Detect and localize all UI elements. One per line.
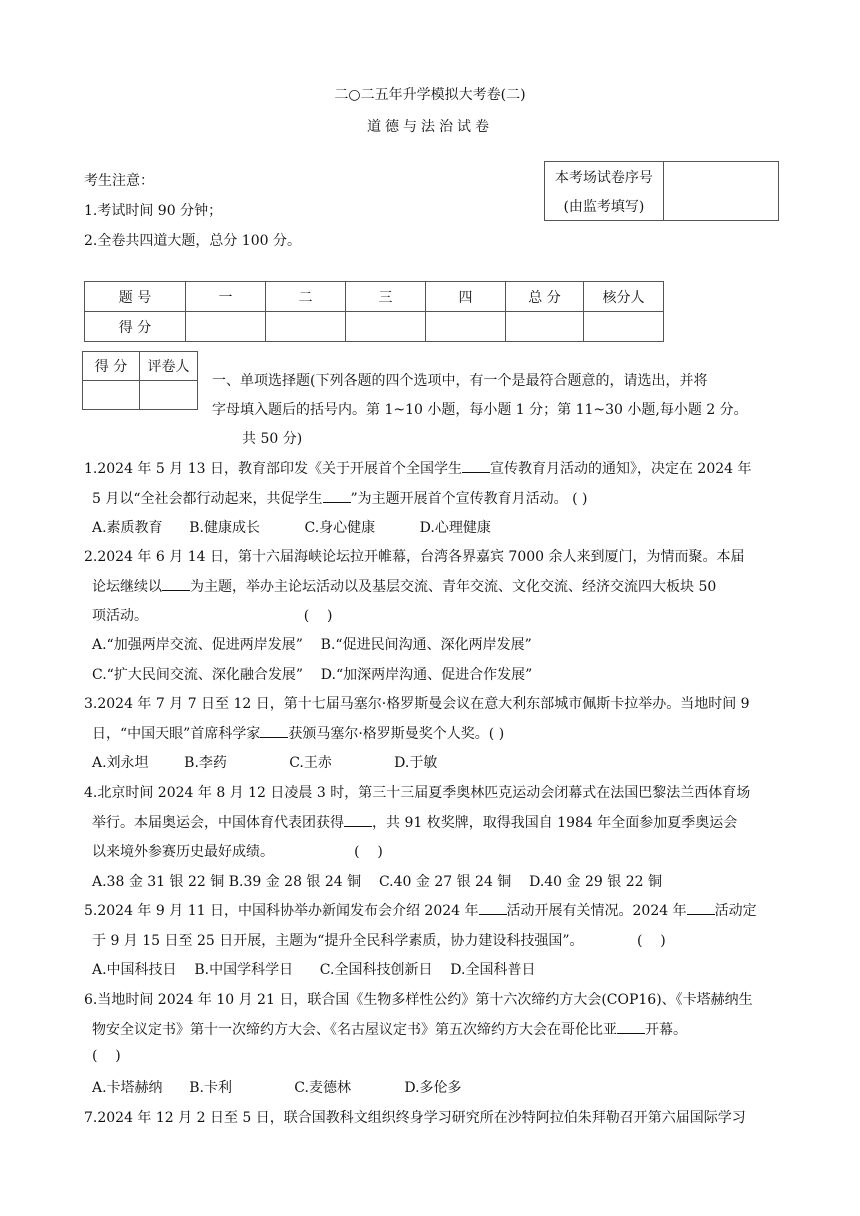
question-3-line-1: 3.2024 年 7 月 7 日至 12 日，第十七届马塞尔·格罗斯曼会议在意大利东部城市佩斯卡拉举办。当地时间 9 bbox=[84, 696, 750, 712]
section1-instruction-1: 一、单项选择题(下列各题的四个选项中，有一个是最符合题意的，请选出，并将 bbox=[212, 373, 708, 389]
question-4-options: A.38 金 31 银 22 铜 B.39 金 28 银 24 铜 C.40 金 27 银 24 铜 D.40 金 29 银 22 铜 bbox=[92, 874, 662, 890]
section1-instruction-2: 字母填入题后的括号内。第 1~10 小题，每小题 1 分；第 11~30 小题,每小题 2 分。 bbox=[212, 402, 748, 418]
answer-blank bbox=[260, 723, 288, 738]
score-header-cell: 二 bbox=[266, 282, 346, 312]
q4-text: ，共 91 枚奖牌，取得我国自 1984 年全面参加夏季奥运会 bbox=[372, 815, 738, 831]
question-6-line-3: ( ) bbox=[92, 1048, 121, 1064]
grade-box-grader-label: 评卷人 bbox=[140, 352, 198, 381]
exam-title: 二○二五年升学模拟大考卷(二) bbox=[334, 87, 526, 103]
answer-blank bbox=[344, 812, 372, 827]
score-header-cell: 一 bbox=[186, 282, 266, 312]
score-header-cell: 核分人 bbox=[584, 282, 664, 312]
q1-text: 1.2024 年 5 月 13 日，教育部印发《关于开展首个全国学生 bbox=[84, 461, 462, 477]
q6-text: 物安全议定书》第十一次缔约方大会、《名古屋议定书》第五次缔约方大会在哥伦比亚 bbox=[92, 1022, 617, 1038]
q5-text: 5.2024 年 9 月 11 日，中国科协举办新闻发布会介绍 2024 年 bbox=[84, 903, 479, 919]
q3-text: 获颁马塞尔·格罗斯曼奖个人奖。( ) bbox=[288, 726, 505, 742]
seat-number-box bbox=[544, 161, 779, 221]
score-cell[interactable] bbox=[346, 312, 426, 342]
question-2-line-1: 2.2024 年 6 月 14 日，第十六届海峡论坛拉开帷幕，台湾各界嘉宾 7000 余人来到厦门，为情而聚。本届 bbox=[84, 549, 745, 565]
score-row-label: 得 分 bbox=[85, 312, 186, 342]
grade-box-score-field[interactable] bbox=[83, 381, 140, 410]
question-3-line-2 bbox=[92, 723, 504, 743]
question-1-line-1 bbox=[84, 458, 752, 478]
score-cell[interactable] bbox=[426, 312, 506, 342]
q2-text: 论坛继续以 bbox=[92, 579, 162, 595]
q2-text: 为主题，举办主论坛活动以及基层交流、青年交流、文化交流、经济交流四大板块 50 bbox=[190, 579, 717, 595]
question-2-line-2 bbox=[92, 576, 716, 596]
score-table-score-row bbox=[85, 312, 664, 342]
question-6-line-1: 6.当地时间 2024 年 10 月 21 日，联合国《生物多样性公约》第十六次缔约方大会(COP16)、《卡塔赫纳生 bbox=[84, 992, 753, 1008]
notice-item-1: 1.考试时间 90 分钟； bbox=[84, 203, 223, 219]
question-4-line-1: 4.北京时间 2024 年 8 月 12 日凌晨 3 时，第三十三届夏季奥林匹克运动会闭幕式在法国巴黎法兰西体育场 bbox=[84, 785, 751, 801]
seat-number-field[interactable] bbox=[663, 162, 778, 221]
grade-box bbox=[82, 351, 198, 410]
q5-text: 活动开展有关情况。2024 年 bbox=[506, 903, 687, 919]
question-2-options-ab: A.“加强两岸交流、促进两岸发展” B.“促进民间沟通、深化两岸发展” bbox=[92, 637, 532, 653]
q6-text: 开幕。 bbox=[645, 1022, 687, 1038]
score-cell[interactable] bbox=[506, 312, 584, 342]
answer-blank bbox=[687, 900, 715, 915]
answer-blank bbox=[162, 576, 190, 591]
q1-text: ”为主题开展首个宣传教育月活动。 ( ) bbox=[350, 491, 588, 507]
score-header-cell: 四 bbox=[426, 282, 506, 312]
seat-box-label-2: (由监考填写) bbox=[545, 191, 664, 221]
score-cell[interactable] bbox=[584, 312, 664, 342]
question-7-line-1: 7.2024 年 12 月 2 日至 5 日，联合国教科文组织终身学习研究所在沙特阿拉伯朱拜勒召开第六届国际学习 bbox=[84, 1110, 746, 1126]
grade-box-score-label: 得 分 bbox=[83, 352, 140, 381]
score-header-cell: 题 号 bbox=[85, 282, 186, 312]
seat-box-label-1: 本考场试卷序号 bbox=[545, 162, 664, 192]
question-1-line-2 bbox=[92, 488, 588, 508]
q1-text: 5 月以“全社会都行动起来，共促学生 bbox=[92, 491, 323, 507]
answer-blank bbox=[479, 900, 507, 915]
notice-item-2: 2.全卷共四道大题，总分 100 分。 bbox=[84, 233, 301, 249]
score-table bbox=[84, 281, 664, 342]
question-5-line-2: 于 9 月 15 日至 25 日开展，主题为“提升全民科学素质，协力建设科技强国”。 ( ) bbox=[92, 933, 666, 949]
question-4-line-3: 以来境外参赛历史最好成绩。 ( ) bbox=[92, 844, 383, 860]
question-6-options: A.卡塔赫纳 B.卡利 C.麦德林 D.多伦多 bbox=[92, 1080, 462, 1096]
question-2-line-3: 项活动。 ( ) bbox=[92, 608, 333, 624]
q5-text: 活动定 bbox=[714, 903, 757, 919]
answer-blank bbox=[617, 1019, 645, 1034]
question-3-options: A.刘永坦 B.李药 C.王赤 D.于敏 bbox=[92, 755, 438, 771]
question-2-options-cd: C.“扩大民间交流、深化融合发展” D.“加深两岸沟通、促进合作发展” bbox=[92, 667, 533, 683]
question-4-line-2 bbox=[92, 812, 737, 832]
q1-text: 宣传教育月活动的通知》，决定在 2024 年 bbox=[489, 461, 752, 477]
q4-text: 举行。本届奥运会，中国体育代表团获得 bbox=[92, 815, 344, 831]
score-header-cell: 三 bbox=[346, 282, 426, 312]
score-cell[interactable] bbox=[186, 312, 266, 342]
score-table-header-row bbox=[85, 282, 664, 312]
notice-heading: 考生注意： bbox=[84, 173, 154, 189]
question-6-line-2 bbox=[92, 1019, 687, 1039]
section1-instruction-3: 共 50 分) bbox=[242, 431, 303, 447]
question-1-options: A.素质教育 B.健康成长 C.身心健康 D.心理健康 bbox=[92, 520, 491, 536]
exam-subtitle: 道德与法治试卷 bbox=[367, 119, 493, 135]
question-5-options: A.中国科技日 B.中国学科学日 C.全国科技创新日 D.全国科普日 bbox=[92, 962, 536, 978]
question-5-line-1 bbox=[84, 900, 757, 920]
answer-blank bbox=[462, 458, 490, 473]
q3-text: 日，“中国天眼”首席科学家 bbox=[92, 726, 261, 742]
answer-blank bbox=[323, 488, 351, 503]
score-cell[interactable] bbox=[266, 312, 346, 342]
grade-box-grader-field[interactable] bbox=[140, 381, 198, 410]
score-header-cell: 总 分 bbox=[506, 282, 584, 312]
